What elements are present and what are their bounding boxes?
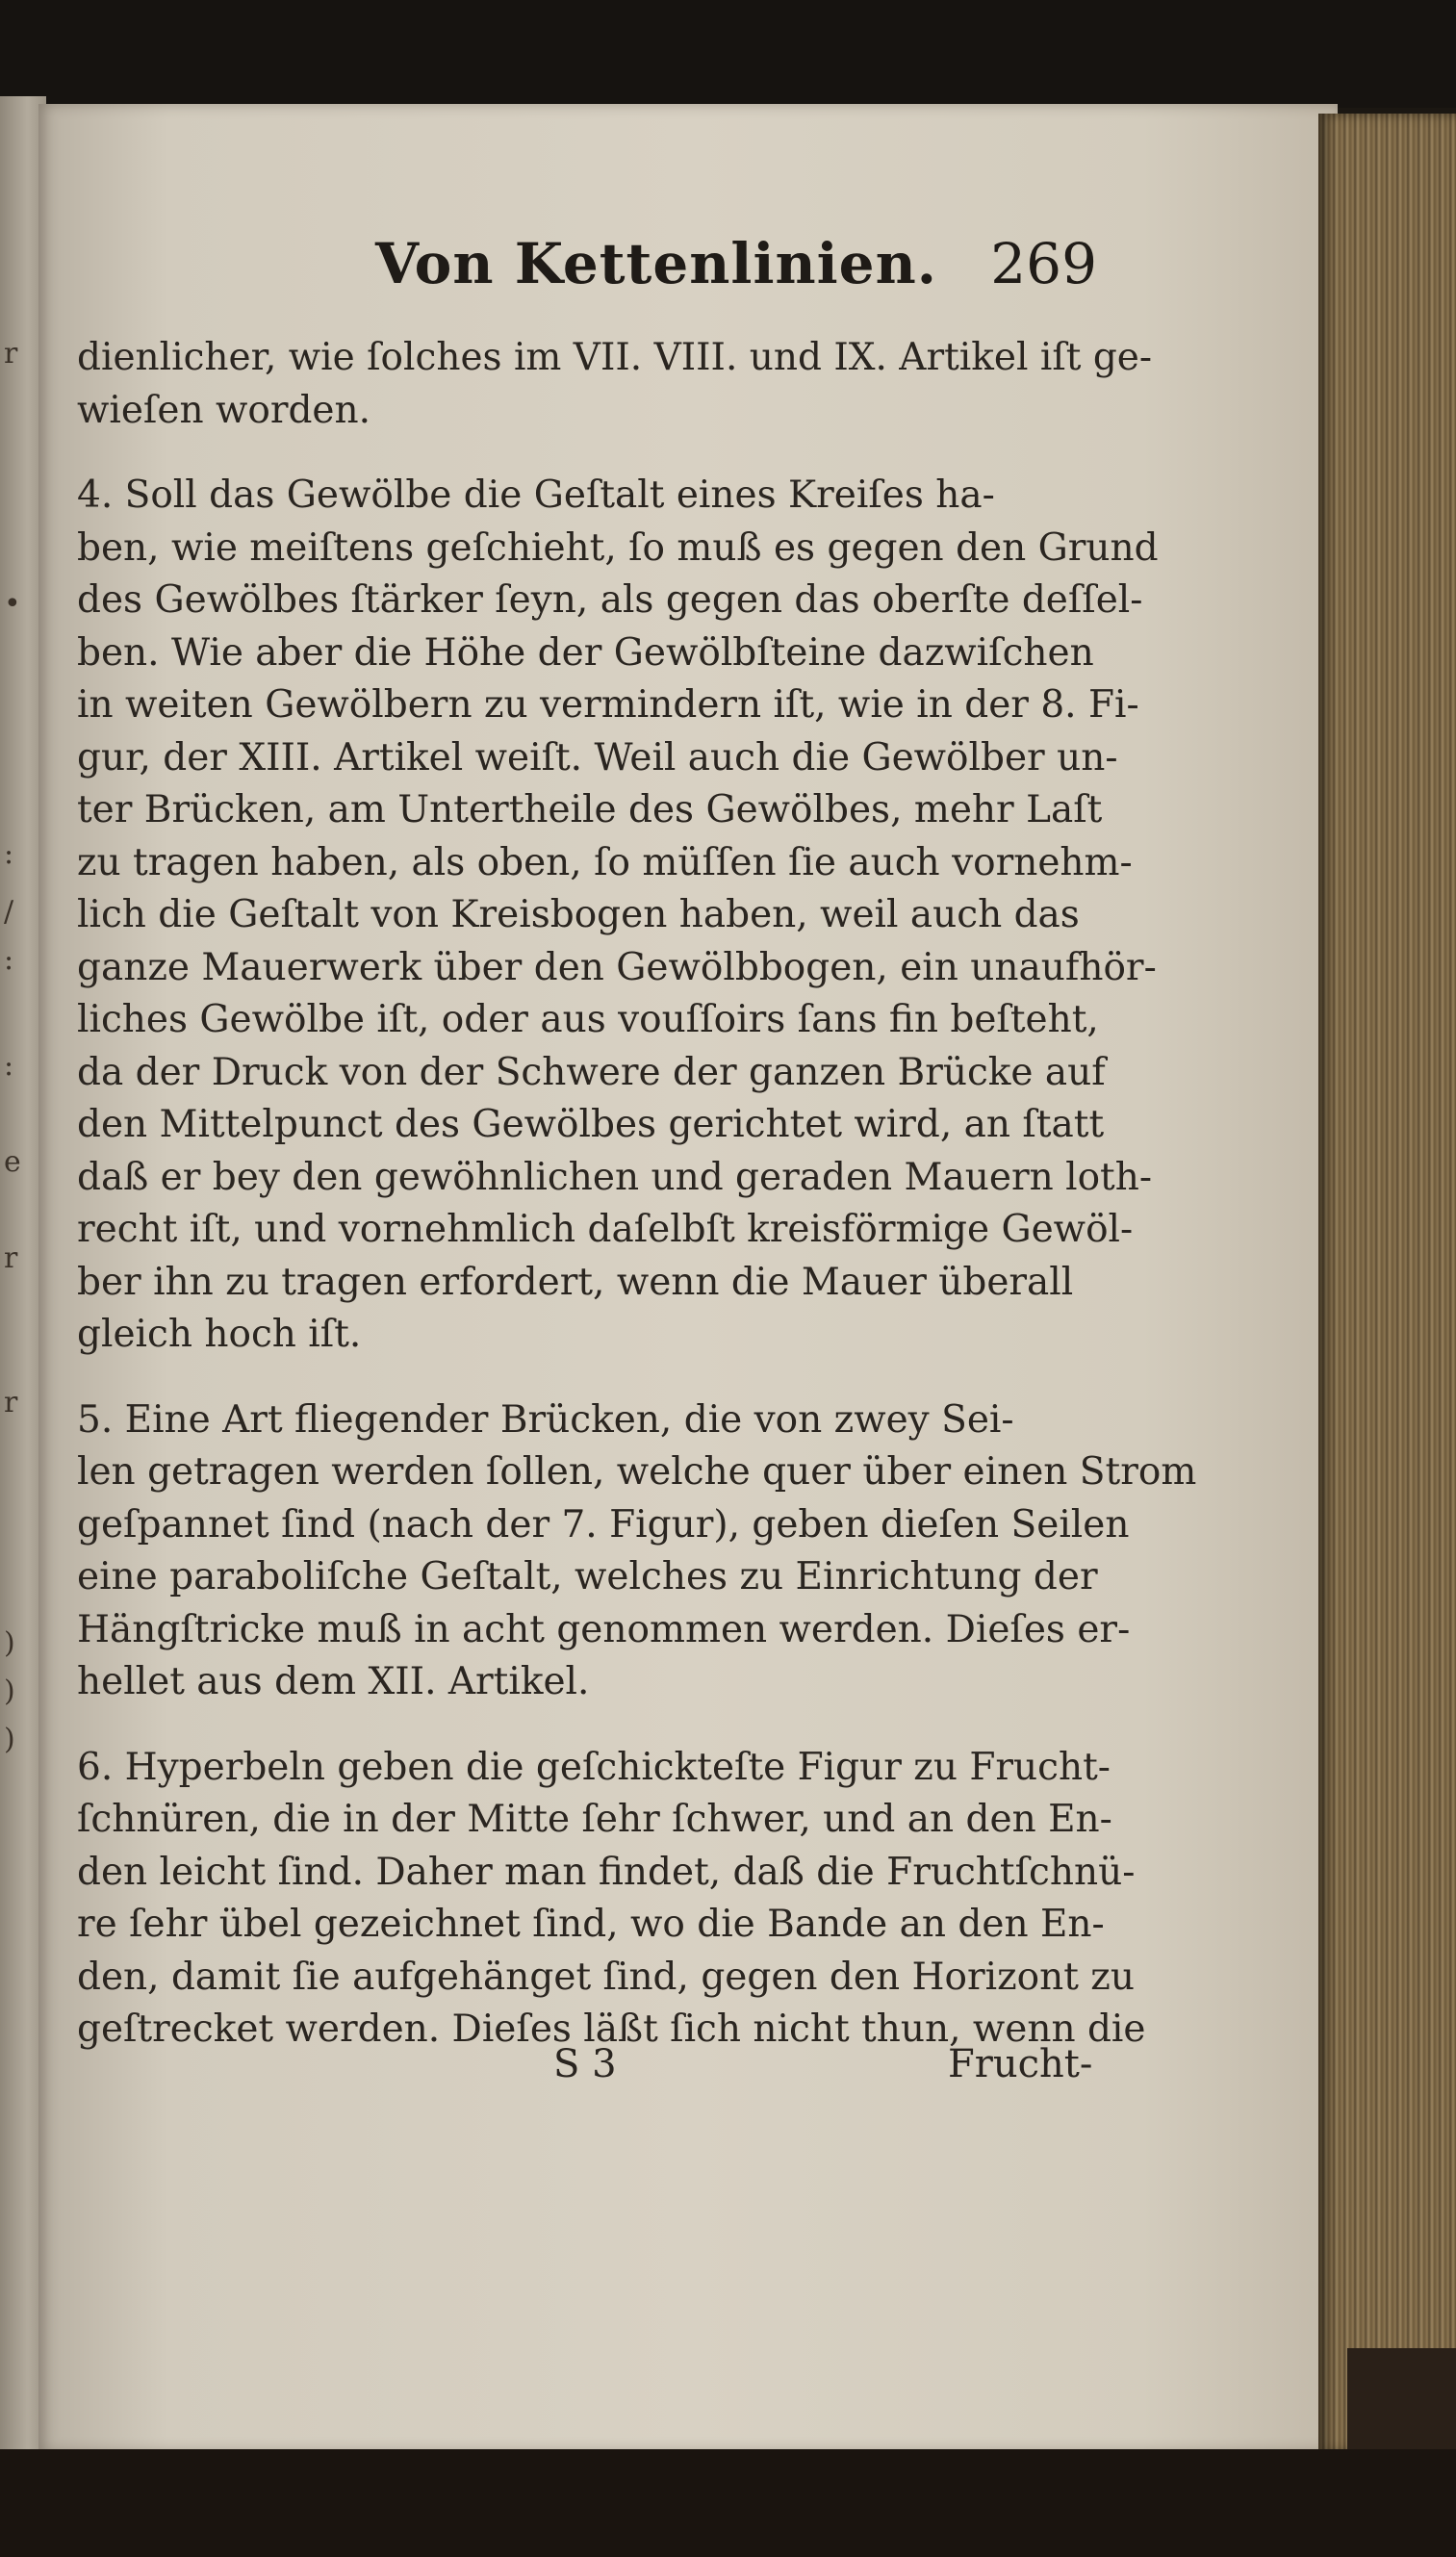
text-line: daß er bey den gewöhnlichen und geraden Mauern loth- bbox=[77, 1155, 1153, 1199]
page-edges-bottom bbox=[1347, 2348, 1456, 2454]
text-line: den Mittelpunct des Gewölbes gerichtet wird, an ſtatt bbox=[77, 1103, 1105, 1146]
text-line: re ſehr übel gezeichnet ſind, wo die Bande an den En- bbox=[77, 1903, 1105, 1946]
text-line: den leicht ſind. Daher man findet, daß die Fruchtſchnü- bbox=[77, 1850, 1136, 1894]
text-line: gur, der XIII. Artikel weiſt. Weil auch die Gewölber un- bbox=[77, 735, 1118, 780]
text-line: Hängſtricke muß in acht genommen werden. Dieſes er- bbox=[77, 1607, 1131, 1651]
text-line: ber ihn zu tragen erfordert, wenn die Mauer überall bbox=[77, 1260, 1074, 1304]
facing-page-edge: r • : / : : e r r ) ) ) bbox=[0, 96, 46, 2454]
text-line: ben, wie meiſtens geſchieht, ſo muß es gegen den Grund bbox=[77, 525, 1159, 570]
text-line: ganze Mauerwerk über den Gewölbbogen, ein unaufhör- bbox=[77, 945, 1157, 989]
text-line: zu tragen haben, als oben, ſo müſſen ſie auch vornehm- bbox=[77, 840, 1133, 884]
background-top bbox=[0, 0, 1456, 108]
page-edges bbox=[1318, 114, 1456, 2452]
text-line: eine paraboliſche Geſtalt, welches zu Einrichtung der bbox=[77, 1555, 1098, 1598]
text-line: des Gewölbes ſtärker ſeyn, als gegen das oberſte deſſel- bbox=[77, 578, 1143, 622]
running-header bbox=[77, 231, 1097, 308]
text-line: in weiten Gewölbern zu vermindern iſt, wie in der 8. Fi- bbox=[77, 683, 1139, 727]
running-title: Von Kettenlinien. bbox=[375, 231, 937, 296]
signature-mark: S 3 bbox=[553, 2042, 617, 2086]
text-line: den, damit ſie aufgehänget ſind, gegen den Horizont zu bbox=[77, 1955, 1135, 1999]
text-line: ſchnüren, die in der Mitte ſehr ſchwer, und an den En- bbox=[77, 1798, 1112, 1841]
text-line: geſpannet ſind (nach der 7. Figur), geben dieſen Seilen bbox=[77, 1502, 1130, 1547]
text-line: gleich hoch iſt. bbox=[77, 1313, 362, 1356]
text-line: liches Gewölbe iſt, oder aus vouſſoirs ſans fin beſteht, bbox=[77, 998, 1099, 1041]
page-number: 269 bbox=[990, 231, 1097, 296]
background-bottom bbox=[0, 2449, 1456, 2557]
text-line: 6. Hyperbeln geben die geſchickteſte Figur zu Frucht- bbox=[77, 1745, 1111, 1789]
text-line: 5. Eine Art fliegender Brücken, die von zwey Sei- bbox=[77, 1397, 1014, 1442]
text-line: ben. Wie aber die Höhe der Gewölbſteine dazwiſchen bbox=[77, 630, 1094, 675]
text-line: 4. Soll das Gewölbe die Geſtalt eines Kreiſes ha- bbox=[77, 473, 995, 517]
text-line: da der Druck von der Schwere der ganzen Brücke auf bbox=[77, 1050, 1106, 1094]
text-line: recht iſt, und vornehmlich daſelbſt kreisförmige Gewöl- bbox=[77, 1208, 1134, 1251]
text-line: geſtrecket werden. Dieſes läßt ſich nicht thun, wenn die bbox=[77, 2007, 1146, 2051]
text-line: dienlicher, wie ſolches im VII. VIII. und IX. Artikel iſt ge- bbox=[77, 336, 1153, 379]
text-line: len getragen werden ſollen, welche quer über einen Strom bbox=[77, 1450, 1197, 1494]
text-line: lich die Geſtalt von Kreisbogen haben, weil auch das bbox=[77, 893, 1080, 936]
text-line: ter Brücken, am Untertheile des Gewölbes, mehr Laſt bbox=[77, 788, 1103, 831]
text-line: wieſen worden. bbox=[77, 388, 371, 432]
catchword: Frucht- bbox=[948, 2042, 1093, 2086]
text-line: hellet aus dem XII. Artikel. bbox=[77, 1660, 590, 1703]
